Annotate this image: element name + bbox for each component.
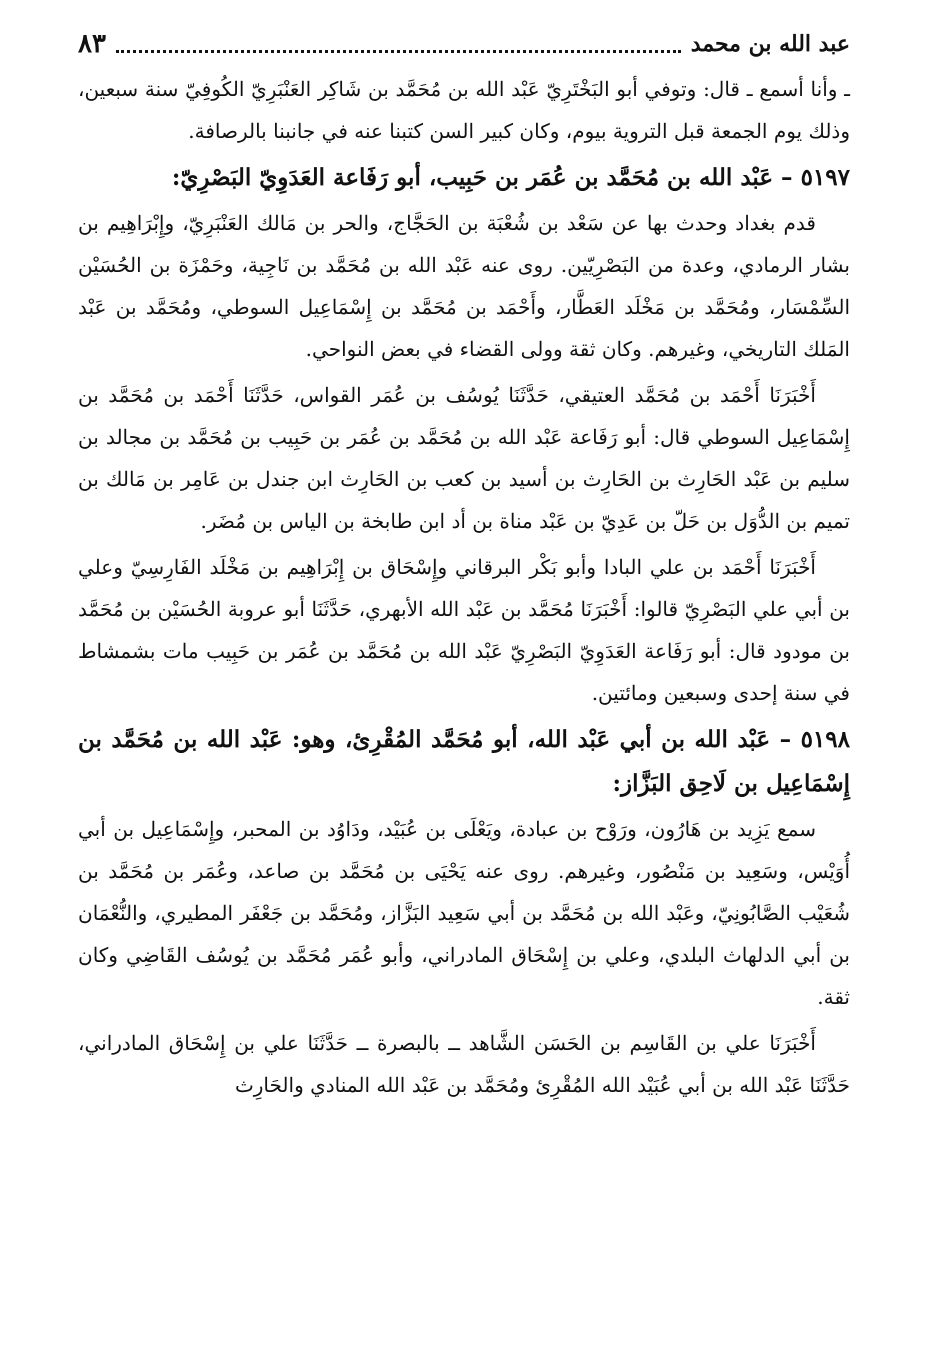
header-dot-leader [116,36,681,53]
entry-heading-5197: ٥١٩٧ – عَبْد الله بن مُحَمَّد بن عُمَر بن حَبِيب، أبو رَفَاعة العَدَوِيّ البَصْرِيّ: [171,164,850,191]
entry-5197-isnad-1: أَخْبَرَنَا أَحْمَد بن مُحَمَّد العتيقي، حَدَّثَنَا يُوسُف بن عُمَر القواس، حَدَّثَنَا أَحْمَد بن مُحَمَّد بن إِسْمَاعِيل السوطي قال: أبو رَفَاعة عَبْد الله بن مُحَمَّد بن عُمَر بن حَبِيب بن مُحَمَّد بن مجالد بن سليم بن عَبْد الحَارِث بن الحَارِث بن أسيد بن كعب بن الحَارِث ابن جندل بن عَامِر بن مَالك بن تميم بن الدُّوَل بن حَلّ بن عَدِيّ بن عَبْد مناة بن أد ابن طابخة بن الياس بن مُضَر. [78,383,850,533]
entry-heading-5198: ٥١٩٨ – عَبْد الله بن أبي عَبْد الله، أبو مُحَمَّد المُقْرِئ، وهو: عَبْد الله بن مُحَمَّد بن إِسْمَاعِيل بن لَاحِق البَزَّاز: [78,726,850,797]
entry-5198-isnad: أَخْبَرَنَا علي بن القَاسِم بن الحَسَن الشَّاهد ــ بالبصرة ــ حَدَّثَنَا علي بن إِسْحَاق المادراني، حَدَّثَنَا عَبْد الله بن أبي عُبَيْد الله المُقْرِئ ومُحَمَّد بن عَبْد الله المنادي والحَارِث [78,1031,850,1097]
entry-5197-bio: قدم بغداد وحدث بها عن سَعْد بن شُعْبَة بن الحَجَّاج، والحر بن مَالك العَنْبَرِيّ، وإِبْرَاهِيم بن بشار الرمادي، وعدة من البَصْرِيّين. روى عنه عَبْد الله بن مُحَمَّد بن نَاجِية، وحَمْزَة بن الحُسَيْن السِّمْسَار، ومُحَمَّد بن مَخْلَد العَطَّار، وأَحْمَد بن مُحَمَّد بن إِسْمَاعِيل السوطي، ومُحَمَّد بن عَبْد المَلك التاريخي، وغيرهم. وكان ثقة وولى القضاء في بعض النواحي. [78,211,850,361]
page-header [78,20,850,68]
book-page [78,20,850,1106]
page-number: ٨٣ [78,29,106,59]
running-title: عبد الله بن محمد [690,31,850,57]
entry-5197-isnad-2: أَخْبَرَنَا أَحْمَد بن علي البادا وأبو بَكْر البرقاني وإِسْحَاق بن إِبْرَاهِيم بن مَخْلَد الفَارِسِيّ وعلي بن أبي علي البَصْرِيّ قالوا: أَخْبَرَنَا مُحَمَّد بن عَبْد الله الأبهري، حَدَّثَنَا أبو عروبة الحُسَيْن بن مُحَمَّد بن مودود قال: أبو رَفَاعة العَدَوِيّ البَصْرِيّ عَبْد الله بن مُحَمَّد بن عُمَر بن حَبِيب مات بشمشاط في سنة إحدى وسبعين ومائتين. [78,555,850,705]
entry-5198-bio: سمع يَزِيد بن هَارُون، ورَوْح بن عبادة، ويَعْلَى بن عُبَيْد، ودَاوُد بن المحبر، وإِسْمَاعِيل بن أبي أُوَيْس، وسَعِيد بن مَنْصُور، وغيرهم. روى عنه يَحْيَى بن مُحَمَّد بن صاعد، وعُمَر بن مُحَمَّد بن شُعَيْب الصَّابُونِيّ، وعَبْد الله بن مُحَمَّد بن أبي سَعِيد البَزَّاز، ومُحَمَّد بن جَعْفَر المطيري، والنُّعْمَان بن أبي الدلهاث البلدي، وعلي بن إِسْحَاق المادراني، وأبو عُمَر مُحَمَّد بن يُوسُف القَاضِي وكان ثقة. [78,817,850,1009]
paragraph-continuation: ـ وأنا أسمع ـ قال: وتوفي أبو البَخْتَرِيّ عَبْد الله بن مُحَمَّد بن شَاكِر العَنْبَرِيّ الكُوفِيّ سنة سبعين، وذلك يوم الجمعة قبل التروية بيوم، وكان كبير السن كتبنا عنه في جانبنا بالرصافة. [78,77,850,143]
